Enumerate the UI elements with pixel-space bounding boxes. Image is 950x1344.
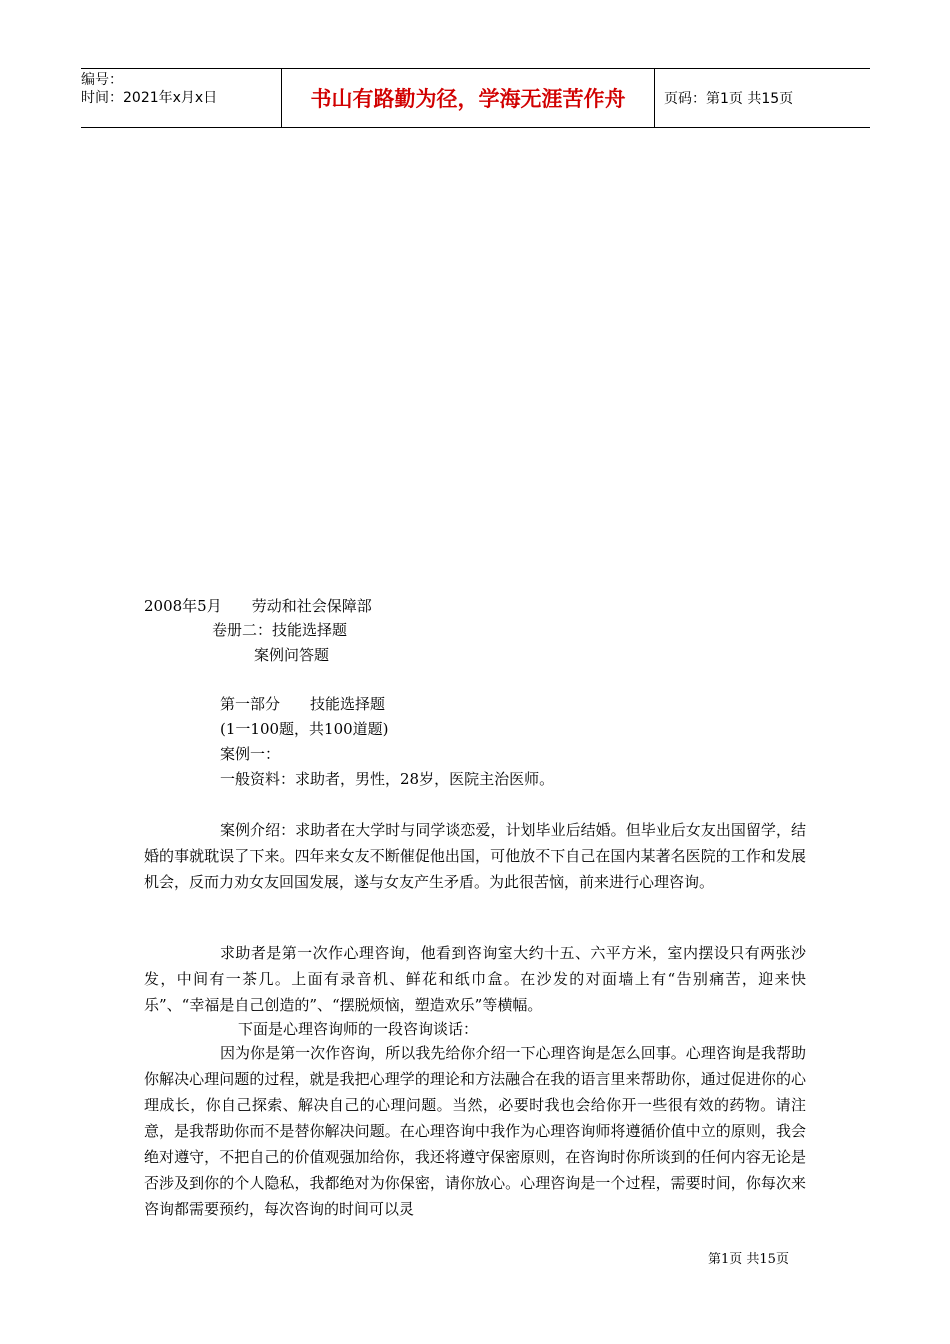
header-page-info: 页码：第1页 共15页	[664, 91, 794, 107]
general-info: 一般资料：求助者，男性，28岁，医院主治医师。	[220, 770, 555, 788]
date-org-line: 2008年5月 劳动和社会保障部	[144, 597, 372, 615]
volume-title: 卷册二：技能选择题	[212, 621, 348, 639]
case-label: 案例一：	[220, 745, 281, 763]
page-header	[81, 68, 870, 128]
case-intro-paragraph: 案例介绍：求助者在大学时与同学谈恋爱，计划毕业后结婚。但毕业后女友出国留学，结婚的事就耽误了下来。四年来女友不断催促他出国，可他放不下自己在国内某著名医院的工作和发展机会，反而力劝女友回国发展，遂与女友产生矛盾。为此很苦恼，前来进行心理咨询。	[144, 821, 806, 891]
time-label: 时间：2021年x月x日	[81, 90, 218, 106]
part-title: 第一部分 技能选择题	[220, 695, 386, 713]
subtitle: 案例问答题	[254, 646, 330, 664]
header-motto: 书山有路勤为径，学海无涯苦作舟	[282, 69, 655, 127]
room-description-paragraph: 求助者是第一次作心理咨询，他看到咨询室大约十五、六平方米，室内摆设只有两张沙发，中间有一茶几。上面有录音机、鲜花和纸巾盒。在沙发的对面墙上有“告别痛苦，迎来快乐”、“幸福是自己创造的”、“摆脱烦恼，塑造欢乐”等横幅。	[144, 944, 806, 1014]
number-label: 编号：	[81, 72, 123, 88]
header-meta	[81, 69, 282, 127]
dialogue-paragraph: 因为你是第一次作咨询，所以我先给你介绍一下心理咨询是怎么回事。心理咨询是我帮助你解决心理问题的过程，就是我把心理学的理论和方法融合在我的语言里来帮助你，通过促进你的心理成长，你自己探索、解决自己的心理问题。当然，必要时我也会给你开一些很有效的药物。请注意，是我帮助你而不是替你解决问题。在心理咨询中我作为心理咨询师将遵循价值中立的原则，我会绝对遵守，不把自己的价值观强加给你，我还将遵守保密原则，在咨询时你所谈到的任何内容无论是否涉及到你的个人隐私，我都绝对为你保密，请你放心。心理咨询是一个过程，需要时间，你每次来咨询都需要预约，每次咨询的时间可以灵	[144, 1044, 806, 1218]
page-footer: 第1页 共15页	[708, 1252, 789, 1267]
dialogue-intro: 下面是心理咨询师的一段咨询谈话：	[238, 1020, 479, 1038]
question-range: (1一100题，共100道题)	[220, 720, 389, 738]
